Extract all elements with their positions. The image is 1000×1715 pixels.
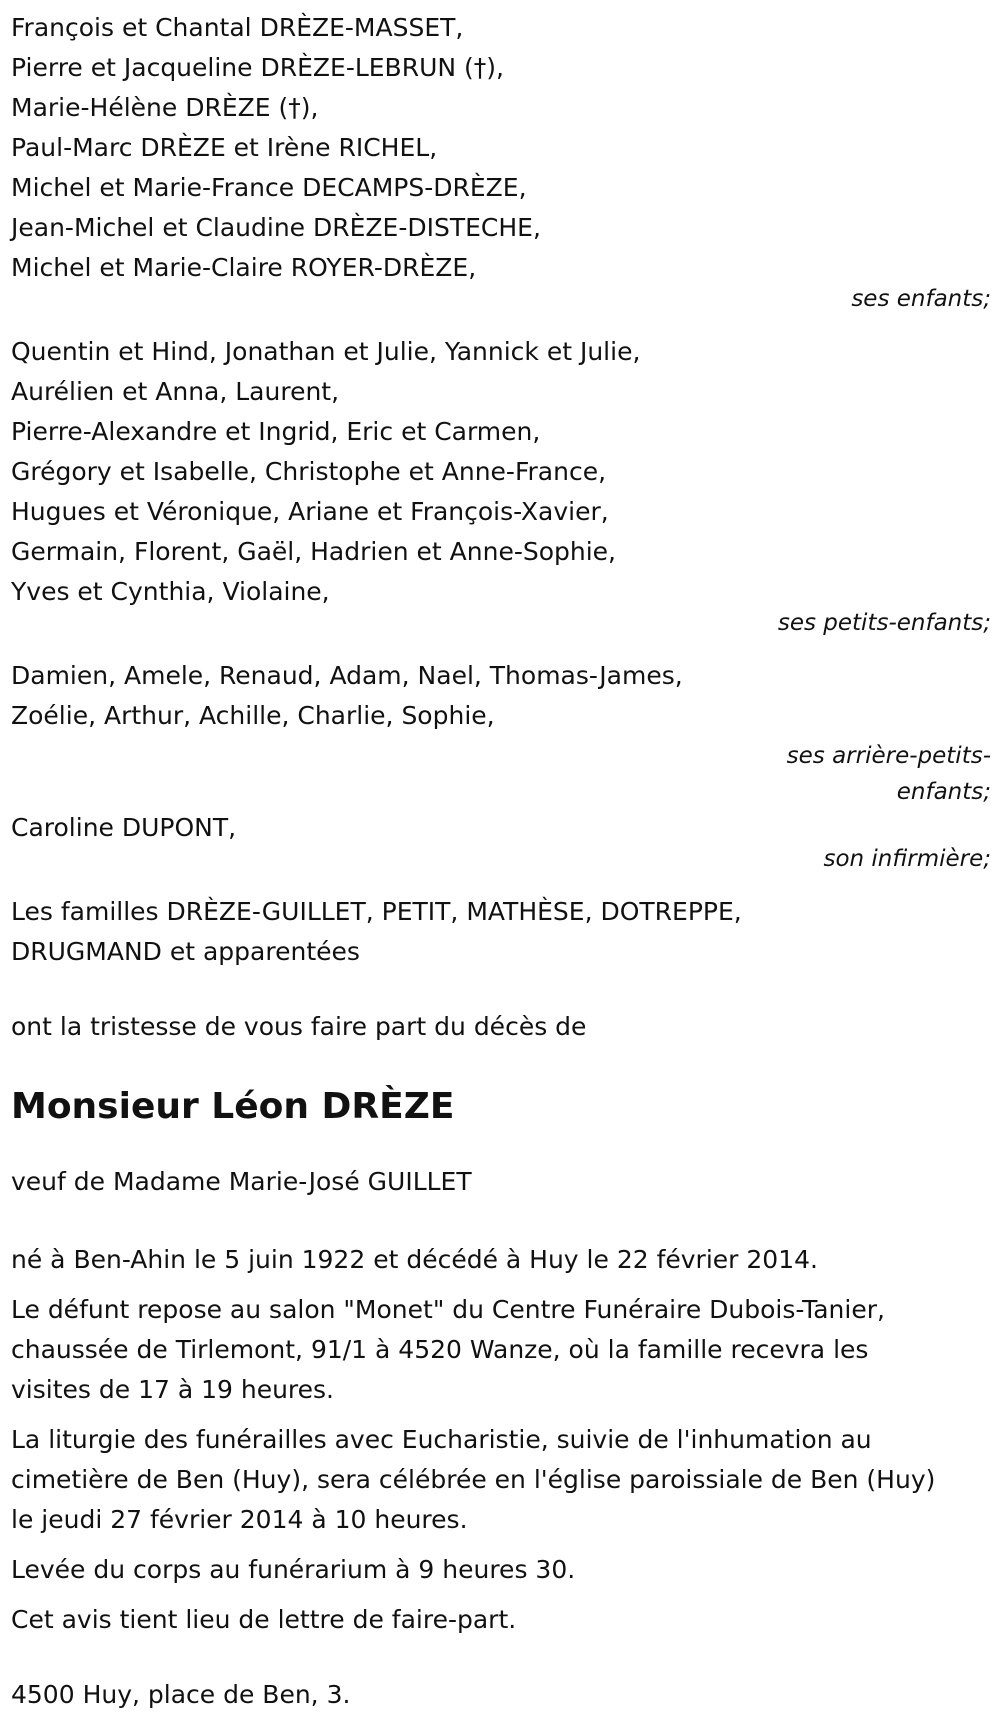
- list-item: Michel et Marie-Claire ROYER-DRÈZE,: [11, 253, 477, 282]
- spacer: [11, 1590, 995, 1600]
- nurse-role: son infirmière;: [823, 846, 991, 872]
- spacer: [11, 972, 995, 1007]
- list-item: DRUGMAND et apparentées: [11, 937, 360, 966]
- nurse-name: Caroline DUPONT,: [11, 813, 237, 842]
- list-item: Germain, Florent, Gaël, Hadrien et Anne-Sophie,: [11, 537, 616, 566]
- liturgy-paragraph: [11, 1420, 995, 1540]
- notice-line: Cet avis tient lieu de lettre de faire-part.: [11, 1605, 517, 1634]
- list-item: Marie-Hélène DRÈZE (†),: [11, 93, 319, 122]
- spacer: [11, 1410, 995, 1420]
- list-item: Paul-Marc DRÈZE et Irène RICHEL,: [11, 133, 438, 162]
- list-item: Pierre et Jacqueline DRÈZE-LEBRUN (†),: [11, 53, 504, 82]
- children-role: ses enfants;: [851, 286, 991, 312]
- obituary-notice: [11, 8, 995, 1715]
- list-item: François et Chantal DRÈZE-MASSET,: [11, 13, 464, 42]
- grandchildren-role: ses petits-enfants;: [777, 610, 991, 636]
- list-item: Les familles DRÈZE-GUILLET, PETIT, MATHÈSE, DOTREPPE,: [11, 897, 742, 926]
- children-list: [11, 8, 995, 288]
- birth-death-line: né à Ben-Ahin le 5 juin 1922 et décédé à Huy le 22 février 2014.: [11, 1245, 818, 1274]
- spacer: [11, 1132, 995, 1162]
- grandchildren-list: [11, 332, 995, 612]
- list-item: Grégory et Isabelle, Christophe et Anne-France,: [11, 457, 607, 486]
- list-item: Michel et Marie-France DECAMPS-DRÈZE,: [11, 173, 527, 202]
- spacer: [11, 1202, 995, 1240]
- spacer: [11, 1540, 995, 1550]
- spacer: [11, 634, 995, 656]
- list-item: Hugues et Véronique, Ariane et François-Xavier,: [11, 497, 609, 526]
- list-item: Pierre-Alexandre et Ingrid, Eric et Carmen,: [11, 417, 541, 446]
- list-item: Yves et Cynthia, Violaine,: [11, 577, 330, 606]
- great-grandchildren-list: [11, 656, 995, 736]
- spacer: [11, 870, 995, 892]
- paragraph-line: cimetière de Ben (Huy), sera célébrée en l'église paroissiale de Ben (Huy): [11, 1465, 936, 1494]
- list-item: Zoélie, Arthur, Achille, Charlie, Sophie,: [11, 701, 495, 730]
- great-grandchildren-role-line1: ses arrière-petits-: [786, 743, 991, 769]
- paragraph-line: visites de 17 à 19 heures.: [11, 1375, 334, 1404]
- paragraph-line: le jeudi 27 février 2014 à 10 heures.: [11, 1505, 468, 1534]
- list-item: Damien, Amele, Renaud, Adam, Nael, Thomas-James,: [11, 661, 683, 690]
- deceased-name: Monsieur Léon DRÈZE: [11, 1086, 455, 1127]
- list-item: Aurélien et Anna, Laurent,: [11, 377, 340, 406]
- address-line: 4500 Huy, place de Ben, 3.: [11, 1680, 351, 1709]
- levee-line: Levée du corps au funérarium à 9 heures 30.: [11, 1555, 576, 1584]
- paragraph-line: La liturgie des funérailles avec Eucharistie, suivie de l'inhumation au: [11, 1425, 872, 1454]
- families-list: [11, 892, 995, 972]
- visitation-paragraph: [11, 1290, 995, 1410]
- list-item: Jean-Michel et Claudine DRÈZE-DISTECHE,: [11, 213, 541, 242]
- spacer: [11, 1280, 995, 1290]
- spacer: [11, 310, 995, 332]
- spacer: [11, 1640, 995, 1675]
- spacer: [11, 1047, 995, 1082]
- paragraph-line: Le défunt repose au salon "Monet" du Centre Funéraire Dubois-Tanier,: [11, 1295, 885, 1324]
- great-grandchildren-role-line2: enfants;: [896, 779, 991, 805]
- widower-line: veuf de Madame Marie-José GUILLET: [11, 1167, 472, 1196]
- paragraph-line: chaussée de Tirlemont, 91/1 à 4520 Wanze, où la famille recevra les: [11, 1335, 869, 1364]
- list-item: Quentin et Hind, Jonathan et Julie, Yannick et Julie,: [11, 337, 641, 366]
- announcement-text: ont la tristesse de vous faire part du décès de: [11, 1012, 587, 1041]
